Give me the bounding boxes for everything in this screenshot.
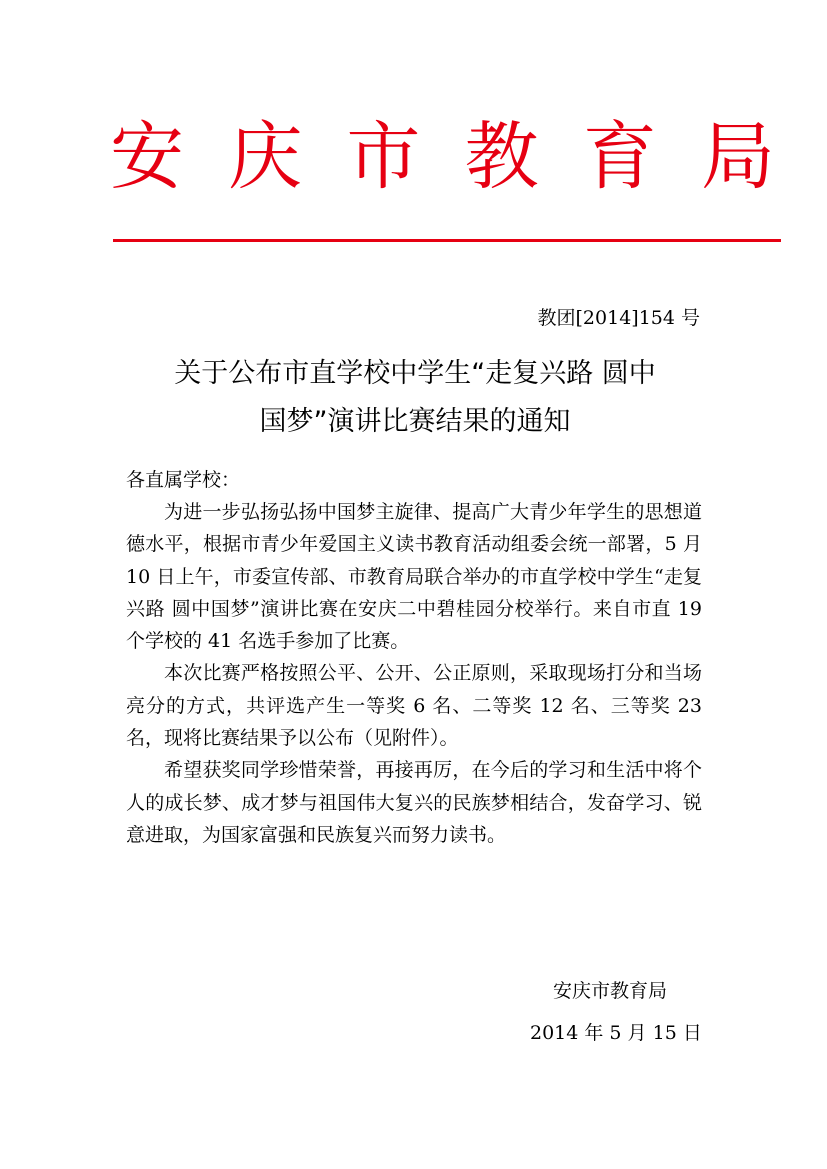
document-body bbox=[126, 496, 702, 851]
body-paragraph: 为进一步弘扬弘扬中国梦主旋律、提高广大青少年学生的思想道德水平，根据市青少年爱国主义读书教育活动组委会统一部署，5 月 10 日上午，市委宣传部、市教育局联合举办的市直学校中学生“走复兴路 圆中国梦”演讲比赛在安庆二中碧桂园分校举行。来自市直 19 个学校的 41 名选手参加了比赛。 bbox=[126, 501, 702, 653]
masthead-char: 庆 bbox=[228, 114, 303, 200]
masthead-char: 育 bbox=[582, 114, 657, 200]
red-divider-line bbox=[113, 239, 781, 242]
document-title-line: 国梦”演讲比赛结果的通知 bbox=[259, 406, 571, 437]
document-number: 教团[2014]154 号 bbox=[537, 307, 700, 329]
masthead-char: 市 bbox=[346, 114, 421, 200]
signature-date: 2014 年 5 月 15 日 bbox=[530, 1022, 702, 1044]
document-title bbox=[120, 350, 710, 446]
signature-organization: 安庆市教育局 bbox=[553, 980, 668, 1002]
masthead-char: 安 bbox=[110, 114, 184, 200]
body-paragraph: 希望获奖同学珍惜荣誉，再接再厉，在今后的学习和生活中将个人的成长梦、成才梦与祖国伟大复兴的民族梦相结合，发奋学习、锐意进取，为国家富强和民族复兴而努力读书。 bbox=[126, 759, 702, 846]
body-paragraph: 本次比赛严格按照公平、公开、公正原则，采取现场打分和当场亮分的方式，共评选产生一等奖 6 名、二等奖 12 名、三等奖 23 名，现将比赛结果予以公布（见附件）。 bbox=[126, 662, 702, 750]
document-title-line: 关于公布市直学校中学生“走复兴路 圆中 bbox=[174, 358, 656, 389]
masthead-char: 教 bbox=[464, 114, 539, 200]
salutation: 各直属学校： bbox=[126, 469, 241, 491]
masthead-char: 局 bbox=[700, 114, 775, 200]
issuing-authority-masthead bbox=[110, 112, 775, 202]
